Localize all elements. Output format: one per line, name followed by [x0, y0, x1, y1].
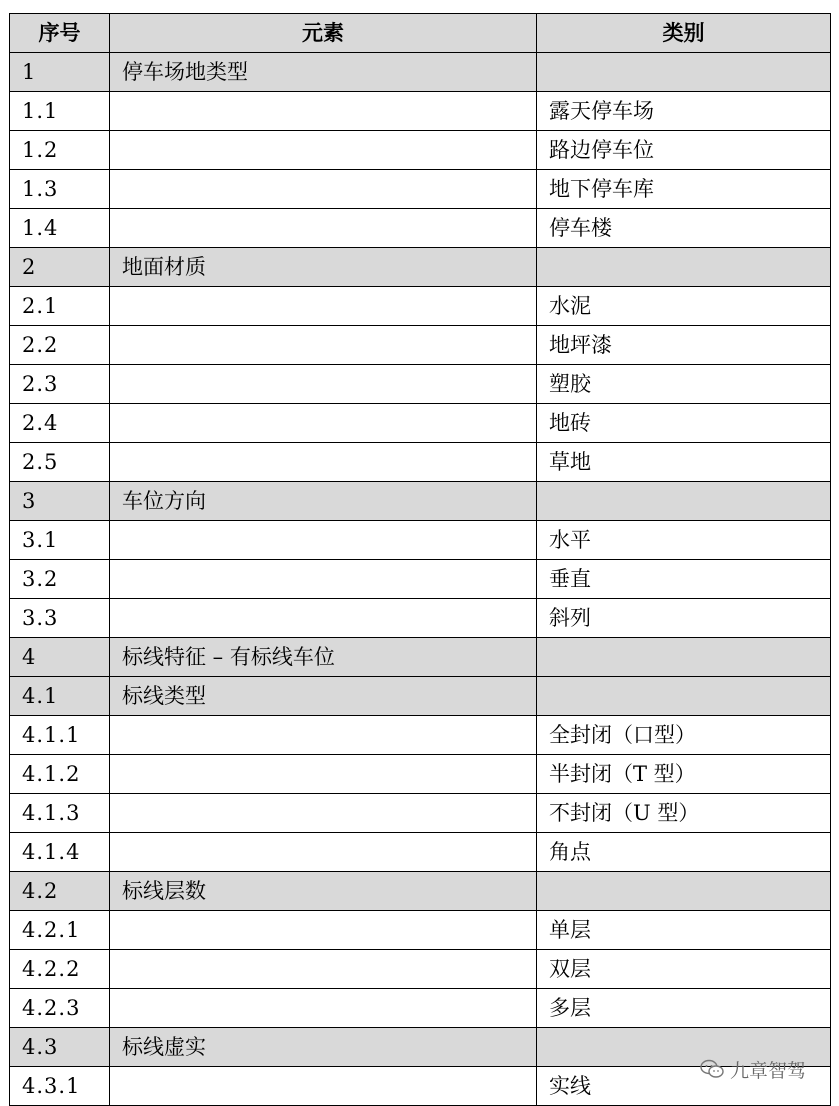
table-group-row	[10, 677, 831, 716]
cell-element: 停车场地类型	[110, 53, 537, 92]
cell-seq: 4.1.4	[10, 833, 110, 872]
cell-seq: 4.1.2	[10, 755, 110, 794]
cell-category: 地坪漆	[537, 326, 831, 365]
cell-element	[110, 716, 537, 755]
cell-element	[110, 560, 537, 599]
header-element: 元素	[110, 14, 537, 53]
table-row	[10, 365, 831, 404]
table-row	[10, 833, 831, 872]
cell-category: 水平	[537, 521, 831, 560]
cell-element	[110, 599, 537, 638]
cell-category: 全封闭（口型）	[537, 716, 831, 755]
cell-element	[110, 521, 537, 560]
cell-seq: 3	[10, 482, 110, 521]
cell-seq: 4.1	[10, 677, 110, 716]
table-row	[10, 170, 831, 209]
cell-category	[537, 872, 831, 911]
table-row	[10, 560, 831, 599]
cell-category: 路边停车位	[537, 131, 831, 170]
table-row	[10, 131, 831, 170]
cell-seq: 1.2	[10, 131, 110, 170]
cell-element	[110, 755, 537, 794]
cell-element: 标线虚实	[110, 1028, 537, 1067]
cell-category	[537, 53, 831, 92]
cell-seq: 2.1	[10, 287, 110, 326]
cell-category: 角点	[537, 833, 831, 872]
cell-element	[110, 1067, 537, 1106]
table-group-row	[10, 248, 831, 287]
cell-element	[110, 209, 537, 248]
cell-seq: 3.2	[10, 560, 110, 599]
parking-element-table	[9, 13, 831, 1106]
cell-seq: 1.1	[10, 92, 110, 131]
cell-seq: 2.4	[10, 404, 110, 443]
cell-seq: 2.2	[10, 326, 110, 365]
cell-element	[110, 443, 537, 482]
cell-seq: 4.1.1	[10, 716, 110, 755]
cell-element	[110, 950, 537, 989]
table-row	[10, 443, 831, 482]
cell-seq: 4.2.2	[10, 950, 110, 989]
watermark-text: 九章智驾	[730, 1059, 807, 1082]
cell-seq: 4.2.3	[10, 989, 110, 1028]
cell-seq: 4.2.1	[10, 911, 110, 950]
cell-element	[110, 989, 537, 1028]
cell-seq: 1	[10, 53, 110, 92]
cell-element	[110, 794, 537, 833]
cell-category: 地砖	[537, 404, 831, 443]
cell-element	[110, 365, 537, 404]
table-row	[10, 755, 831, 794]
cell-category: 水泥	[537, 287, 831, 326]
cell-element	[110, 287, 537, 326]
cell-seq: 4.3.1	[10, 1067, 110, 1106]
cell-category: 停车楼	[537, 209, 831, 248]
table-row	[10, 326, 831, 365]
table-row	[10, 716, 831, 755]
cell-category: 多层	[537, 989, 831, 1028]
cell-element	[110, 404, 537, 443]
table-header-row	[10, 14, 831, 53]
cell-element: 车位方向	[110, 482, 537, 521]
table-group-row	[10, 482, 831, 521]
cell-element: 地面材质	[110, 248, 537, 287]
cell-element	[110, 911, 537, 950]
cell-element: 标线层数	[110, 872, 537, 911]
watermark	[700, 1056, 806, 1082]
cell-category	[537, 248, 831, 287]
cell-category: 半封闭（T 型）	[537, 755, 831, 794]
cell-element: 标线特征 – 有标线车位	[110, 638, 537, 677]
cell-seq: 3.1	[10, 521, 110, 560]
cell-seq: 1.4	[10, 209, 110, 248]
cell-seq: 2.3	[10, 365, 110, 404]
table-row	[10, 404, 831, 443]
header-seq: 序号	[10, 14, 110, 53]
cell-seq: 2.5	[10, 443, 110, 482]
table-row	[10, 950, 831, 989]
cell-element	[110, 131, 537, 170]
cell-seq: 1.3	[10, 170, 110, 209]
table-row	[10, 911, 831, 950]
cell-element	[110, 92, 537, 131]
table-row	[10, 209, 831, 248]
table-body	[10, 53, 831, 1106]
cell-seq: 4.3	[10, 1028, 110, 1067]
cell-category: 垂直	[537, 560, 831, 599]
table-row	[10, 92, 831, 131]
table-row	[10, 521, 831, 560]
table-row	[10, 287, 831, 326]
cell-category	[537, 638, 831, 677]
cell-category: 塑胶	[537, 365, 831, 404]
table-group-row	[10, 638, 831, 677]
table-group-row	[10, 872, 831, 911]
cell-element: 标线类型	[110, 677, 537, 716]
header-category: 类别	[537, 14, 831, 53]
cell-element	[110, 326, 537, 365]
cell-seq: 4.2	[10, 872, 110, 911]
wechat-icon	[700, 1059, 724, 1079]
cell-category: 草地	[537, 443, 831, 482]
cell-category: 双层	[537, 950, 831, 989]
cell-seq: 4	[10, 638, 110, 677]
cell-category: 地下停车库	[537, 170, 831, 209]
table-row	[10, 794, 831, 833]
cell-element	[110, 833, 537, 872]
cell-seq: 2	[10, 248, 110, 287]
cell-seq: 3.3	[10, 599, 110, 638]
cell-category: 不封闭（U 型）	[537, 794, 831, 833]
cell-category	[537, 482, 831, 521]
cell-category: 斜列	[537, 599, 831, 638]
table-row	[10, 989, 831, 1028]
cell-category: 单层	[537, 911, 831, 950]
table-row	[10, 599, 831, 638]
cell-category: 露天停车场	[537, 92, 831, 131]
cell-category: 实线	[537, 1067, 831, 1106]
cell-element	[110, 170, 537, 209]
table-group-row	[10, 53, 831, 92]
cell-category	[537, 677, 831, 716]
cell-seq: 4.1.3	[10, 794, 110, 833]
